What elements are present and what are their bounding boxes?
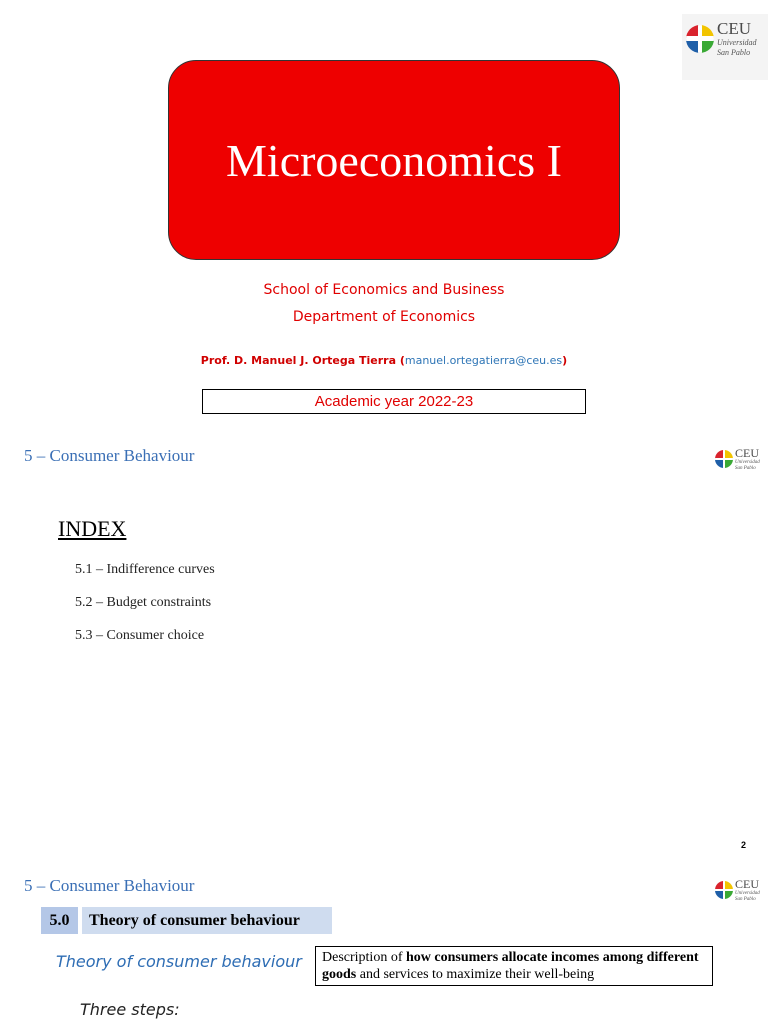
steps-label: Three steps: [80, 1000, 180, 1019]
logo-subtitle-1: Universidad [735, 891, 760, 896]
definition-bold-text: how consumers allocate incomes among different goods [322, 950, 699, 982]
ceu-logo-small [715, 878, 760, 902]
index-item: 5.3 – Consumer choice [75, 628, 205, 643]
index-item: 5.1 – Indifference curves [75, 562, 215, 577]
logo-brand: CEU [717, 19, 751, 38]
course-title-box [168, 60, 620, 260]
logo-subtitle-1: Universidad [717, 38, 757, 47]
section-number-badge: 5.0 [41, 907, 78, 934]
ceu-logo-small [715, 447, 760, 471]
professor-suffix: ) [562, 354, 568, 367]
index-slide [0, 430, 768, 860]
logo-brand: CEU [735, 877, 759, 891]
section-header: 5 – Consumer Behaviour [24, 876, 195, 895]
professor-email[interactable]: manuel.ortegatierra@ceu.es [404, 354, 563, 367]
section-title: Theory of consumer behaviour [82, 907, 332, 934]
index-title: INDEX [58, 516, 127, 541]
definition-box [315, 946, 713, 986]
definition-text-1: Description of [322, 950, 406, 965]
course-title: Microeconomics I [226, 134, 562, 186]
school-name: School of Economics and Business [263, 282, 505, 298]
theory-slide [0, 860, 768, 1024]
page-number: 2 [741, 840, 747, 850]
logo-subtitle-2: San Pablo [717, 48, 751, 57]
ceu-cross-icon [686, 25, 714, 53]
title-slide [0, 0, 768, 430]
index-item: 5.2 – Budget constraints [75, 595, 212, 610]
ceu-cross-icon [715, 450, 733, 468]
academic-year: Academic year 2022-23 [202, 389, 586, 414]
definition-text-2: and services to maximize their well-being [356, 967, 595, 982]
professor-line [0, 354, 768, 367]
logo-subtitle-1: Universidad [735, 460, 760, 465]
logo-brand: CEU [735, 446, 759, 460]
logo-subtitle-2: San Pablo [735, 897, 756, 902]
ceu-logo [686, 20, 757, 57]
professor-name: Prof. D. Manuel J. Ortega Tierra ( [200, 354, 405, 367]
ceu-cross-icon [715, 881, 733, 899]
handwritten-label: Theory of consumer behaviour [56, 952, 302, 971]
logo-subtitle-2: San Pablo [735, 466, 756, 471]
section-header: 5 – Consumer Behaviour [24, 446, 195, 465]
department-name: Department of Economics [292, 309, 476, 325]
